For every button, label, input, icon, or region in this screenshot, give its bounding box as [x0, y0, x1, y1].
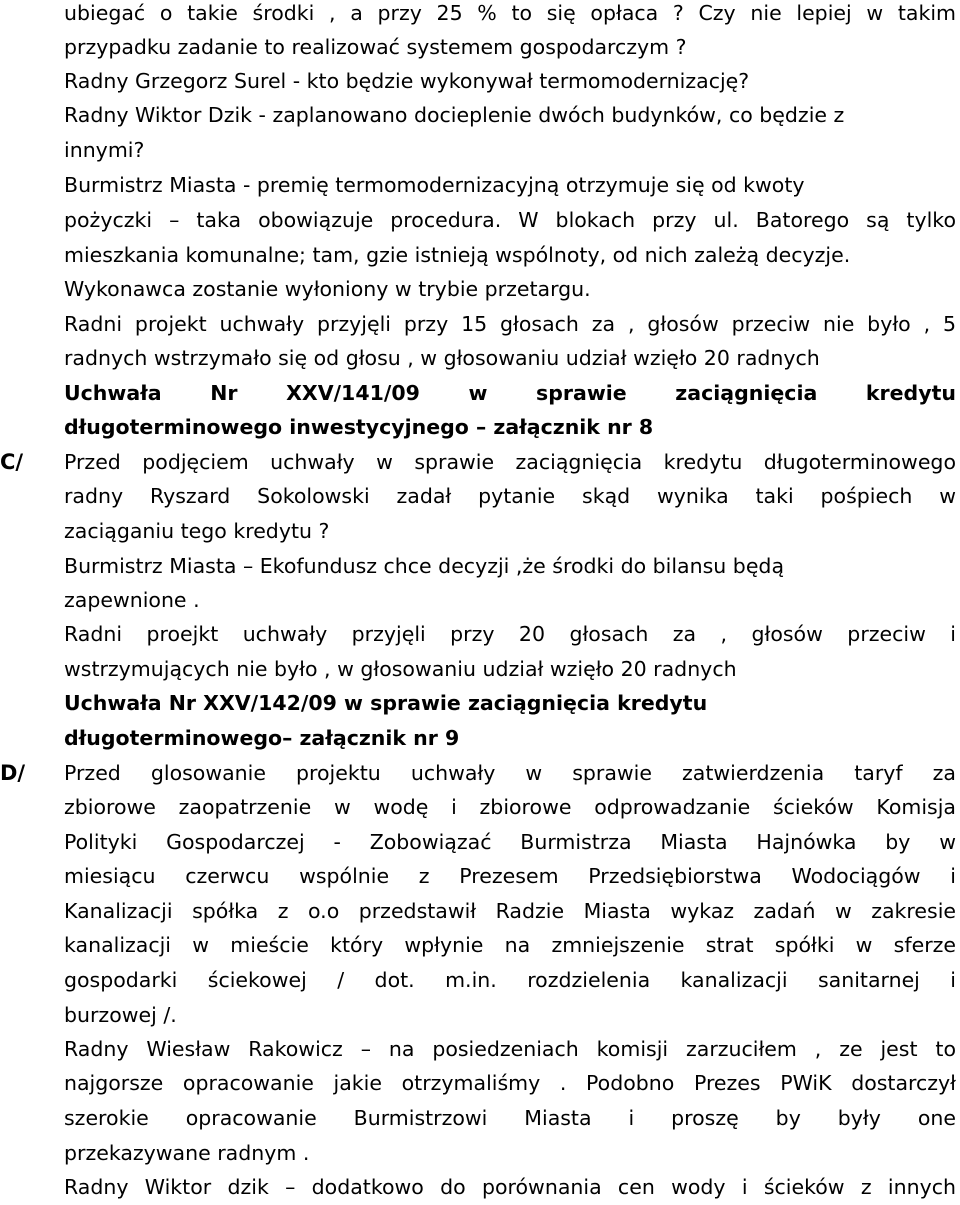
- text-line: Burmistrz Miasta – Ekofundusz chce decyzji ,że środki do bilansu będą: [64, 554, 785, 578]
- text-line: kanalizacji w mieście który wpłynie na zmniejszenie strat spółki w sferze: [64, 933, 956, 957]
- text-line: Radny Wiesław Rakowicz – na posiedzeniach komisji zarzuciłem , ze jest to: [64, 1037, 956, 1061]
- text-line: Radny Wiktor dzik – dodatkowo do porównania cen wody i ścieków z innych: [64, 1175, 956, 1199]
- text-line: przypadku zadanie to realizować systemem gospodarczym ?: [64, 35, 687, 59]
- text-line: Radni projekt uchwały przyjęli przy 15 głosach za , głosów przeciw nie było , 5: [64, 312, 956, 336]
- text-line: radny Ryszard Sokolowski zadał pytanie skąd wynika taki pośpiech w: [64, 484, 956, 508]
- text-line: zapewnione .: [64, 588, 200, 612]
- resolution-heading: długoterminowego– załącznik nr 9: [64, 726, 460, 750]
- resolution-heading: Uchwała Nr XXV/141/09 w sprawie zaciągnięcia kredytu: [64, 381, 956, 405]
- text-line: burzowej /.: [64, 1003, 177, 1027]
- text-line: Polityki Gospodarczej - Zobowiązać Burmistrza Miasta Hajnówka by w: [64, 830, 956, 854]
- text-line: zbiorowe zaopatrzenie w wodę i zbiorowe odprowadzanie ścieków Komisja: [64, 795, 956, 819]
- text-line: przekazywane radnym .: [64, 1141, 310, 1165]
- section-marker-c: C/: [0, 450, 24, 474]
- text-line: gospodarki ściekowej / dot. m.in. rozdzielenia kanalizacji sanitarnej i: [64, 968, 956, 992]
- text-line: zaciąganiu tego kredytu ?: [64, 519, 330, 543]
- text-line: radnych wstrzymało się od głosu , w głosowaniu udział wzięło 20 radnych: [64, 346, 820, 370]
- text-line: Wykonawca zostanie wyłoniony w trybie przetargu.: [64, 277, 591, 301]
- text-line: innymi?: [64, 138, 145, 162]
- text-line: szerokie opracowanie Burmistrzowi Miasta i proszę by były one: [64, 1106, 956, 1130]
- resolution-heading: długoterminowego inwestycyjnego – załącznik nr 8: [64, 415, 654, 439]
- text-line: ubiegać o takie środki , a przy 25 % to się opłaca ? Czy nie lepiej w takim: [64, 1, 956, 25]
- section-marker-d: D/: [0, 761, 26, 785]
- text-line: Kanalizacji spółka z o.o przedstawił Radzie Miasta wykaz zadań w zakresie: [64, 899, 956, 923]
- text-line: wstrzymujących nie było , w głosowaniu udział wzięło 20 radnych: [64, 657, 737, 681]
- text-line: Radny Grzegorz Surel - kto będzie wykonywał termomodernizację?: [64, 69, 750, 93]
- text-line: Przed glosowanie projektu uchwały w sprawie zatwierdzenia taryf za: [64, 761, 956, 785]
- text-line: Radni proejkt uchwały przyjęli przy 20 głosach za , głosów przeciw i: [64, 622, 956, 646]
- resolution-heading: Uchwała Nr XXV/142/09 w sprawie zaciągnięcia kredytu: [64, 691, 708, 715]
- text-line: miesiącu czerwcu wspólnie z Prezesem Przedsiębiorstwa Wodociągów i: [64, 864, 956, 888]
- text-line: pożyczki – taka obowiązuje procedura. W blokach przy ul. Batorego są tylko: [64, 208, 956, 232]
- text-line: Burmistrz Miasta - premię termomodernizacyjną otrzymuje się od kwoty: [64, 173, 805, 197]
- text-line: Przed podjęciem uchwały w sprawie zaciągnięcia kredytu długoterminowego: [64, 450, 956, 474]
- text-line: mieszkania komunalne; tam, gzie istnieją wspólnoty, od nich zależą decyzje.: [64, 243, 851, 267]
- text-line: Radny Wiktor Dzik - zaplanowano docieplenie dwóch budynków, co będzie z: [64, 103, 845, 127]
- text-line: najgorsze opracowanie jakie otrzymaliśmy . Podobno Prezes PWiK dostarczył: [64, 1071, 956, 1095]
